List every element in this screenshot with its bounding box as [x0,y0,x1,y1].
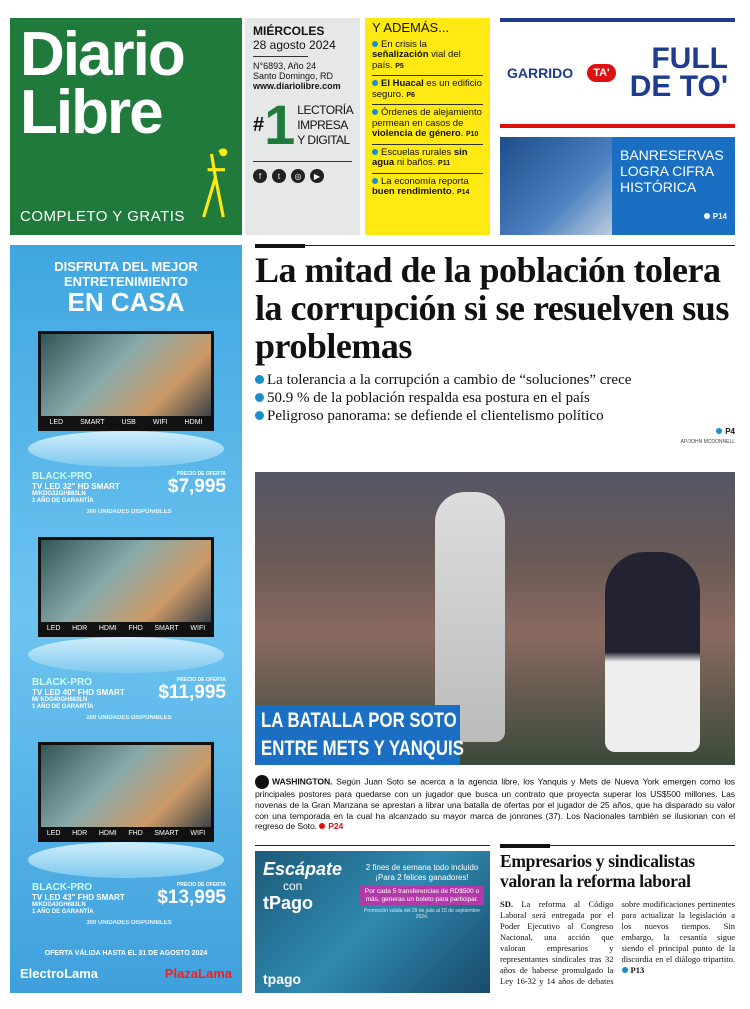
promo-conditions: Por cada 5 transferencias de RD$500 o más, generas un boleto para participar. [360,886,484,905]
bullet-icon [255,393,264,402]
tpago-ad[interactable] [255,851,490,993]
logo-line1: Diario [20,20,184,89]
bullet-icon [372,109,378,115]
product-brand: BLACK-PRO [32,677,92,688]
garrido-brand: GARRIDO [507,65,574,81]
feature-badge: SMART [154,829,179,837]
bullet-icon [372,149,378,155]
banreservas-photo [500,137,612,235]
garrido-badge: TA' [587,64,615,82]
labor-story [500,851,735,987]
feature-badge: FHD [128,624,143,632]
feature-badge: HDMI [98,624,117,632]
ad-validity: OFERTA VÁLIDA HASTA EL 31 DE AGOSTO 2024 [44,950,208,957]
product-info [32,471,226,516]
bullet-icon [255,411,264,420]
page-ref: P14 [704,209,727,225]
product-model: M/KDG43GH683LN [32,902,86,908]
rank-number: 1 [264,93,296,156]
banreservas-headline: BANRESERVAS LOGRA CIFRA HISTÓRICA [620,147,724,195]
garrido-ad[interactable] [500,18,735,128]
youtube-icon[interactable]: ▶ [310,169,324,183]
feature-badge: HDR [72,829,88,837]
divider [500,845,735,846]
product-info [32,677,226,722]
tv-image [38,742,214,842]
price: $11,995 [158,682,226,703]
bullet-item: La tolerancia a la corrupción a cambio de “soluciones” crece [255,371,735,389]
price-label: PRECIO DE OFERTA [176,882,226,888]
photo-credit: AP/JOHN MCDONNELL [680,439,735,445]
also-inside-list [372,37,483,202]
camera-icon [255,775,269,789]
slogan-line1: FULL [651,42,728,75]
also-inside-item[interactable]: Órdenes de alejamiento permean en casos de violencia de género. P10 [372,104,483,144]
feature-badge: HDMI [184,418,203,426]
price: $7,995 [167,476,226,497]
feature-badge: SMART [154,624,179,632]
units-available: 300 UNIDADES DISPONIBLES [86,509,172,515]
product-warranty: 1 AÑO DE GARANTÍA [32,909,94,915]
social-links [253,161,352,183]
feature-badge: WIFI [190,829,206,837]
photo-caption: WASHINGTON. Según Juan Soto se acerca a la agencia libre, los Yanquis y Mets de Nueva York emergen como los principales postores para quedarse con un jugador que busca un contrato que proyecta superar los US$500 millones. Las novenas de la Gran Manzana se aprestan a librar una batalla de ofertas por el jugador de 25 años, que ha disparado su valor con una temporada en la cual ha alcanzado su mayor marca de jonrones (37). Los Nacionales también se ilusionan con el regreso de Soto. P24 [255,776,735,832]
product-model: M/ KDG40GH683LN [32,697,88,703]
mascot-icon [189,146,234,221]
feature-badge: LED [46,624,61,632]
product-name: TV LED 32" HD SMART [32,482,120,491]
divider [255,245,735,246]
bullet-icon [255,375,264,384]
product-warranty: 1 AÑO DE GARANTÍA [32,704,94,710]
website-link[interactable]: www.diariolibre.com [253,81,341,91]
units-available: 300 UNIDADES DISPONIBLES [86,920,172,926]
pedestal [28,637,224,673]
soto-photo[interactable] [255,472,735,765]
page-ref: P4 [716,427,735,437]
rank-text: LECTORÍA IMPRESA Y DIGITAL [297,102,353,147]
logo[interactable] [20,20,184,147]
tv-ad[interactable] [10,245,242,993]
photo-overlay-headline: LA BATALLA POR SOTO ENTRE METS Y YANQUIS [255,705,460,765]
promo-text: 2 fines de semana todo incluido [365,863,479,872]
tpago-logo: tpago [263,971,302,987]
logo-line2: Libre [20,78,162,147]
product-warranty: 1 AÑO DE GARANTÍA [32,498,94,504]
ad-title-big: EN CASA [67,287,185,317]
product-name: TV LED 43" FHD SMART [32,893,125,902]
main-bullets [255,371,735,425]
price-label: PRECIO DE OFERTA [176,677,226,683]
also-inside-box [365,18,490,235]
product-model: M/KDG32GH883LN [32,491,86,497]
feature-badge: FHD [128,829,143,837]
tv-image [38,537,214,637]
units-available: 200 UNIDADES DISPONIBLES [86,715,172,721]
banreservas-teaser[interactable] [500,137,735,235]
bullet-icon [372,41,378,47]
tpago-line3: tPago [263,893,314,913]
feature-badge: USB [121,418,136,426]
main-headline[interactable]: La mitad de la población tolera la corrupción si se resuelven sus problemas [255,250,729,366]
ad-title: DISFRUTA DEL MEJOR ENTRETENIMIENTO [54,259,198,289]
garrido-slogan [629,42,728,103]
city: Santo Domingo, RD [253,71,334,81]
tagline: COMPLETO Y GRATIS [20,208,185,225]
plazalama-logo: PlazaLama [164,966,232,981]
divider [255,845,490,846]
instagram-icon[interactable]: ◎ [291,169,305,183]
bullet-item: Peligroso panorama: se defiende el clientelismo político [255,407,735,425]
slogan-line2: DE TO' [629,70,728,103]
rank-hash: # [253,113,265,136]
issue-info [245,18,360,235]
product-name: TV LED 40" FHD SMART [32,688,125,697]
feature-badge: LED [46,829,61,837]
feature-badge: WIFI [190,624,206,632]
feature-badge: WIFI [152,418,168,426]
price-label: PRECIO DE OFERTA [176,471,226,477]
player-catcher [605,552,700,752]
product-brand: BLACK-PRO [32,471,92,482]
labor-body: SD. La reforma al Código Laboral será entregada por el Poder Ejecutivo al Congreso Nacional, una acción que valoran empresarios y representantes sindicales tras 32 años de haberse promulgado la Ley 16-32 y 14 años de debates sobre modificaciones pertinentes para actualizar la legislación a los nuevos tiempos. Sin embargo, la cesantía sigue siendo el principal punto de la discordia en el diálogo tripartito. P13 [500,899,735,986]
pedestal [28,431,224,467]
bullet-icon [372,178,378,184]
product-info [32,882,226,927]
also-inside-item[interactable]: La economía reporta buen rendimiento. P14 [372,173,483,202]
feature-badge: SMART [80,418,105,426]
promo-fineprint: Promoción válida del 29 de julio al 15 de septiembre 2024. [364,908,480,920]
feature-badge: HDMI [98,829,117,837]
tpago-line2: con [283,879,303,893]
pedestal [28,842,224,878]
product-brand: BLACK-PRO [32,882,92,893]
twitter-icon[interactable]: t [272,169,286,183]
masthead [10,18,242,235]
readership-badge [253,93,353,156]
price: $13,995 [157,887,226,908]
tpago-line1: Escápate [263,859,343,879]
issue-number: N°6893, Año 24 [253,61,317,71]
main-story [255,251,735,445]
also-inside-item[interactable]: En crisis la señalización vial del país. P5 [372,38,461,71]
weekday: MIÉRCOLES [253,24,325,38]
bullet-icon [372,80,378,86]
tv-image [38,331,214,431]
also-inside-item[interactable]: Escuelas rurales sin agua ni baños. P11 [372,144,483,173]
electrolama-logo: ElectroLama [20,966,99,981]
promo-text: ¡Para 2 felices ganadores! [375,872,469,882]
bullet-item: 50.9 % de la población respalda esa postura en el país [255,389,735,407]
feature-badge: HDR [72,624,88,632]
labor-headline[interactable]: Empresarios y sindicalistas valoran la reforma laboral [500,851,695,891]
facebook-icon[interactable]: f [253,169,267,183]
feature-badge: LED [49,418,64,426]
also-inside-title: Y ADEMÁS... [372,20,450,35]
also-inside-item[interactable]: El Huacal es un edificio seguro. P6 [372,75,483,104]
date: 28 agosto 2024 [253,38,336,52]
